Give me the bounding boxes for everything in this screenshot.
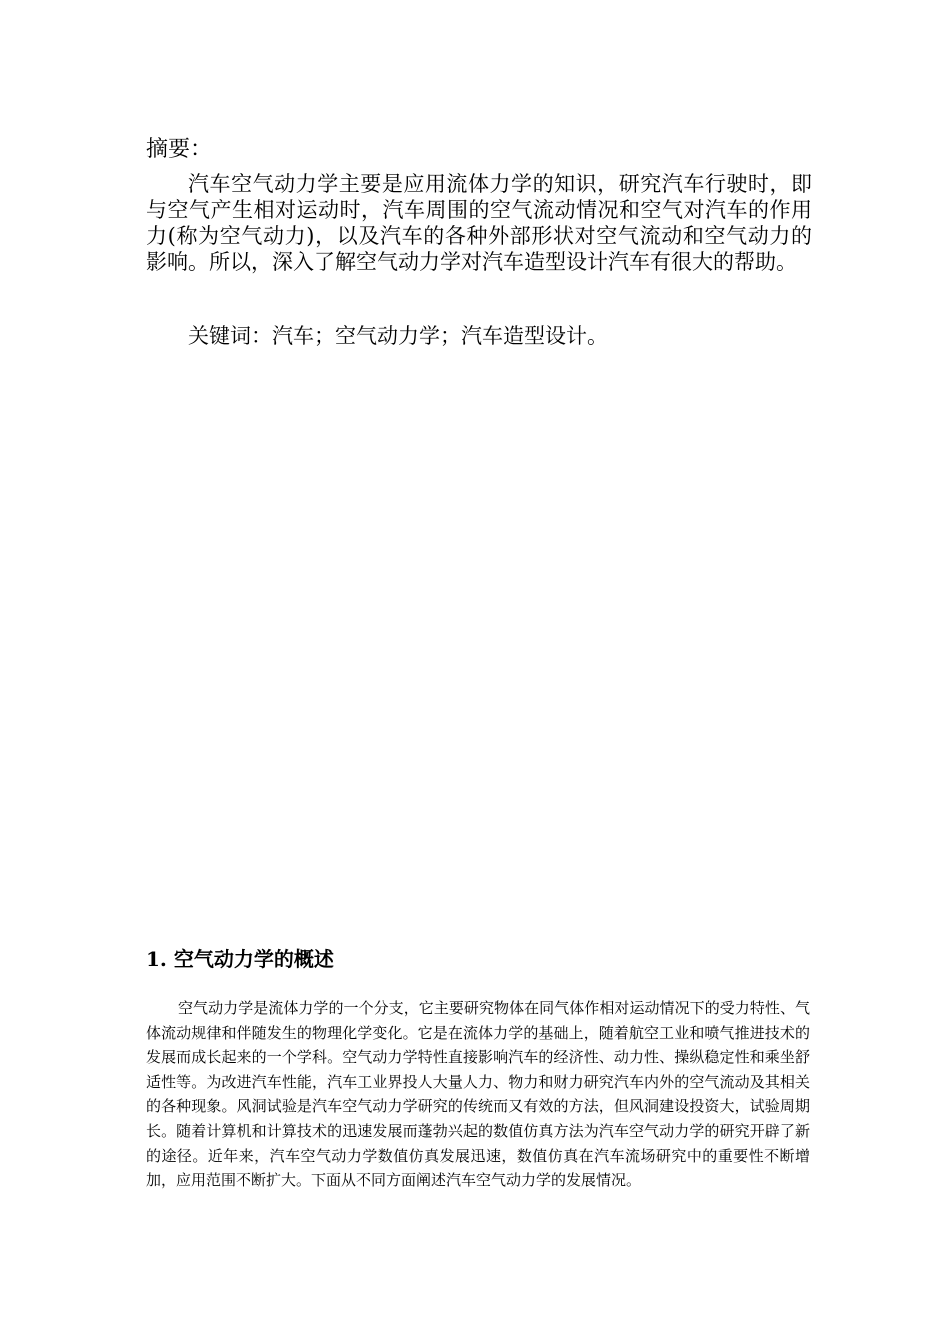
abstract-heading: 摘要： — [146, 137, 213, 162]
abstract-body: 汽车空气动力学主要是应用流体力学的知识，研究汽车行驶时，即与空气产生相对运动时，汽车周围的空气流动情况和空气对汽车的作用力(称为空气动力)，以及汽车的各种外部形状对空气流动和空气动力的影响。所以，深入了解空气动力学对汽车造型设计汽车有很大的帮助。 — [146, 172, 812, 274]
section-body: 空气动力学是流体力学的一个分支，它主要研究物体在同气体作相对运动情况下的受力特性、气体流动规律和伴随发生的物理化学变化。它是在流体力学的基础上，随着航空工业和喷气推进技术的发展而成长起来的一个学科。空气动力学特性直接影响汽车的经济性、动力性、操纵稳定性和乘坐舒适性等。为改进汽车性能，汽车工业界投人大量人力、物力和财力研究汽车内外的空气流动及其相关的各种现象。风洞试验是汽车空气动力学研究的传统而又有效的方法，但风洞建设投资大，试验周期长。随着计算机和计算技术的迅速发展而蓬勃兴起的数值仿真方法为汽车空气动力学的研究开辟了新的途径。近年来，汽车空气动力学数值仿真发展迅速，数值仿真在汽车流场研究中的重要性不断增加，应用范围不断扩大。下面从不同方面阐述汽车空气动力学的发展情况。 — [146, 999, 810, 1190]
keywords-line: 关键词：汽车；空气动力学；汽车造型设计。 — [188, 324, 608, 348]
section-heading: 1. 空气动力学的概述 — [146, 947, 334, 971]
